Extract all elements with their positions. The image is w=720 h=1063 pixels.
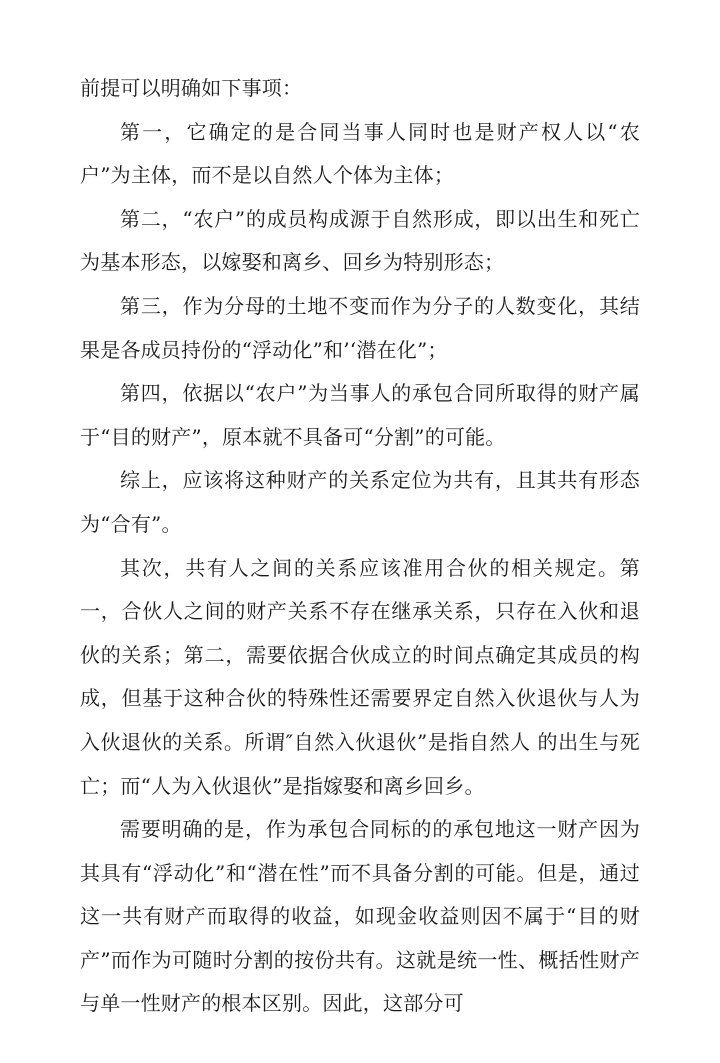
paragraph-item-3: 第三，作为分母的土地不变而作为分子的人数变化，其结果是各成员持份的“浮动化”和’‘潜在化”； [80, 293, 640, 362]
paragraph-summary: 综上，应该将这种财产的关系定位为共有，且其共有形态为“合有”。 [80, 468, 640, 536]
paragraph-partnership: 其次，共有人之间的关系应该准用合伙的相关规定。第一，合伙人之间的财产关系不存在继承关系，只存在入伙和退伙的关系；第二，需要依据合伙成立的时间点确定其成员的构成，但基于这种合伙的特殊性还需要界定自然入伙退伙与人为入伙退伙的关系。所谓″自然入伙退伙”是指自然人 的出生与死亡；而“人为入伙退伙”是指嫁娶和离乡回乡。 [80, 555, 640, 798]
document-page [80, 67, 640, 1026]
paragraph-item-1: 第一，它确定的是合同当事人同时也是财产权人以“农户”为主体，而不是以自然人个体为主体； [80, 119, 640, 188]
paragraph-clarification: 需要明确的是，作为承包合同标的的承包地这一财产因为其具有“浮动化”和“潜在性”而不具备分割的可能。但是，通过这一共有财产而取得的收益，如现金收益则因不属于“目的财产”而作为可随时分割的按份共有。这就是统一性、概括性财产与单一性财产的根本区别。因此，这部分可 [80, 817, 640, 1016]
paragraph-intro: 前提可以明确如下事项： [80, 76, 303, 100]
paragraph-item-2: 第二，“农户”的成员构成源于自然形成，即以出生和死亡为基本形态，以嫁娶和离乡、回乡为特别形态； [80, 206, 640, 275]
paragraph-item-4: 第四，依据以“农户”为当事人的承包合同所取得的财产属于“目的财产”，原本就不具备可“分割”的可能。 [80, 381, 640, 449]
